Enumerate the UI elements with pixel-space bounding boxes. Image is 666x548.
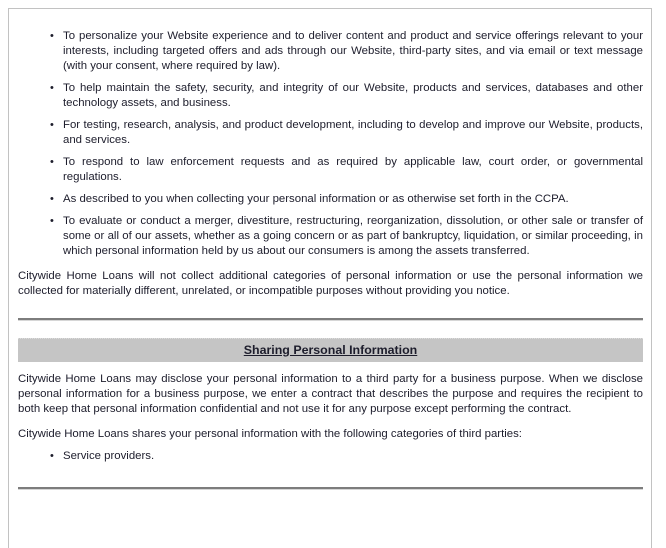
third-party-categories-list (18, 449, 643, 464)
bullet-icon: • (50, 156, 54, 168)
list-item (50, 214, 643, 259)
personal-info-use-list (18, 29, 643, 259)
bullet-icon: • (50, 193, 54, 205)
list-item (50, 449, 643, 464)
document-page (8, 8, 652, 548)
paragraph-disclosure: Citywide Home Loans may disclose your personal information to a third party for a business purpose. When we disclose personal information for a business purpose, we enter a contract that describes the purpose and requires the recipient to both keep that personal information confidential and not use it for any purpose except performing the contract. (18, 373, 643, 415)
bullet-icon: • (50, 450, 54, 462)
horizontal-rule (18, 487, 643, 490)
paragraph-no-additional-collection: Citywide Home Loans will not collect additional categories of personal information or use the personal information we collected for materially different, unrelated, or incompatible purposes without providing you notice. (18, 270, 643, 297)
bullet-icon: • (50, 119, 54, 131)
list-item (50, 192, 643, 207)
list-item-text: For testing, research, analysis, and product development, including to develop and improve our Website, products, and services. (63, 119, 643, 146)
list-item (50, 155, 643, 185)
section-header-band (18, 338, 643, 362)
list-item (50, 81, 643, 111)
list-item-text: To respond to law enforcement requests and as required by applicable law, court order, or governmental regulations. (63, 156, 643, 183)
section-title: Sharing Personal Information (243, 343, 418, 357)
paragraph-sharing-intro: Citywide Home Loans shares your personal information with the following categories of third parties: (18, 428, 522, 440)
list-item-text: To help maintain the safety, security, and integrity of our Website, products and services, databases and other technology assets, and business. (63, 82, 643, 109)
list-item-text: Service providers. (63, 450, 155, 462)
list-item-text: To evaluate or conduct a merger, divestiture, restructuring, reorganization, dissolution, or other sale or transfer of some or all of our assets, whether as a going concern or as part of bankruptcy, liquidation, or similar proceeding, in which personal information held by us about our consumers is among the assets transferred. (63, 215, 643, 257)
bullet-icon: • (50, 215, 54, 227)
bullet-icon: • (50, 82, 54, 94)
list-item (50, 29, 643, 74)
horizontal-rule (18, 318, 643, 321)
list-item (50, 118, 643, 148)
page-content (9, 9, 651, 490)
list-item-text: As described to you when collecting your personal information or as otherwise set forth in the CCPA. (63, 193, 569, 205)
list-item-text: To personalize your Website experience and to deliver content and product and service offerings relevant to your interests, including targeted offers and ads through our Website, third-party sites, and via email or text message (with your consent, where required by law). (63, 30, 643, 72)
bullet-icon: • (50, 30, 54, 42)
